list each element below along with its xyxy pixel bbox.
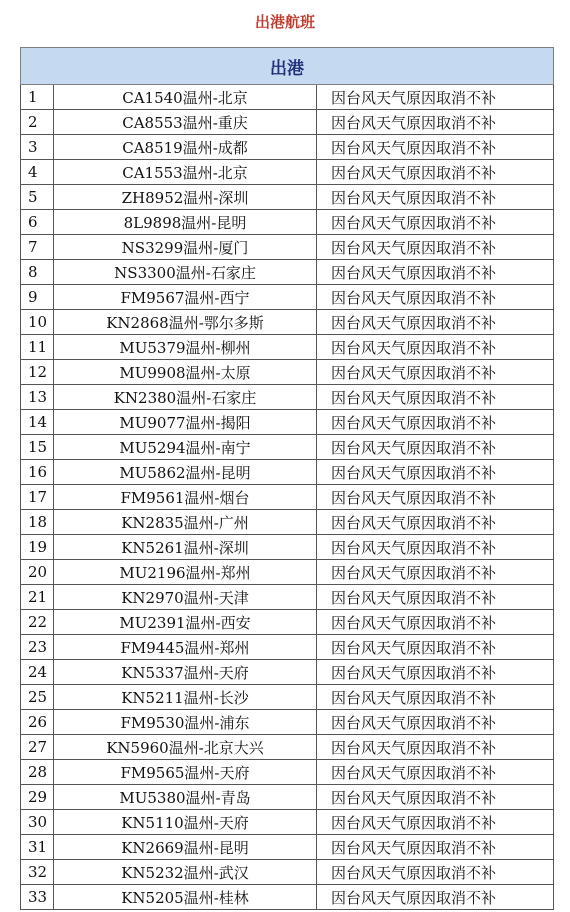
cancel-reason: 因台风天气原因取消不补: [317, 410, 554, 435]
cancel-reason: 因台风天气原因取消不补: [317, 485, 554, 510]
cancel-reason: 因台风天气原因取消不补: [317, 535, 554, 560]
cancel-reason: 因台风天气原因取消不补: [317, 460, 554, 485]
flight-route: FM9565温州-天府: [54, 760, 317, 785]
flight-route: KN2380温州-石家庄: [54, 385, 317, 410]
cancel-reason: 因台风天气原因取消不补: [317, 810, 554, 835]
cancel-reason: 因台风天气原因取消不补: [317, 335, 554, 360]
row-number: 1: [21, 85, 54, 110]
table-header: 出港: [21, 48, 554, 85]
table-row: [21, 185, 554, 210]
row-number: 27: [21, 735, 54, 760]
row-number: 22: [21, 610, 54, 635]
row-number: 9: [21, 285, 54, 310]
row-number: 18: [21, 510, 54, 535]
table-row: [21, 510, 554, 535]
row-number: 17: [21, 485, 54, 510]
flight-route: KN5211温州-长沙: [54, 685, 317, 710]
row-number: 4: [21, 160, 54, 185]
flight-route: CA1553温州-北京: [54, 160, 317, 185]
cancel-reason: 因台风天气原因取消不补: [317, 660, 554, 685]
cancel-reason: 因台风天气原因取消不补: [317, 685, 554, 710]
row-number: 19: [21, 535, 54, 560]
flight-route: MU5380温州-青岛: [54, 785, 317, 810]
table-row: [21, 435, 554, 460]
flight-route: KN2835温州-广州: [54, 510, 317, 535]
flight-route: MU5294温州-南宁: [54, 435, 317, 460]
cancel-reason: 因台风天气原因取消不补: [317, 160, 554, 185]
row-number: 21: [21, 585, 54, 610]
departures-table: [20, 47, 554, 910]
cancel-reason: 因台风天气原因取消不补: [317, 760, 554, 785]
row-number: 16: [21, 460, 54, 485]
flight-route: FM9445温州-郑州: [54, 635, 317, 660]
cancel-reason: 因台风天气原因取消不补: [317, 835, 554, 860]
row-number: 14: [21, 410, 54, 435]
row-number: 5: [21, 185, 54, 210]
table-row: [21, 560, 554, 585]
row-number: 26: [21, 710, 54, 735]
flight-route: KN5337温州-天府: [54, 660, 317, 685]
cancel-reason: 因台风天气原因取消不补: [317, 285, 554, 310]
cancel-reason: 因台风天气原因取消不补: [317, 235, 554, 260]
cancel-reason: 因台风天气原因取消不补: [317, 610, 554, 635]
table-row: [21, 735, 554, 760]
table-row: [21, 235, 554, 260]
table-row: [21, 610, 554, 635]
flight-route: KN5110温州-天府: [54, 810, 317, 835]
row-number: 12: [21, 360, 54, 385]
cancel-reason: 因台风天气原因取消不补: [317, 860, 554, 885]
table-row: [21, 835, 554, 860]
flight-route: KN2970温州-天津: [54, 585, 317, 610]
row-number: 31: [21, 835, 54, 860]
cancel-reason: 因台风天气原因取消不补: [317, 510, 554, 535]
cancel-reason: 因台风天气原因取消不补: [317, 360, 554, 385]
flight-route: KN5960温州-北京大兴: [54, 735, 317, 760]
table-row: [21, 310, 554, 335]
row-number: 29: [21, 785, 54, 810]
flight-route: NS3300温州-石家庄: [54, 260, 317, 285]
cancel-reason: 因台风天气原因取消不补: [317, 435, 554, 460]
table-row: [21, 410, 554, 435]
row-number: 2: [21, 110, 54, 135]
flight-route: MU9908温州-太原: [54, 360, 317, 385]
table-row: [21, 460, 554, 485]
table-row: [21, 760, 554, 785]
table-row: [21, 710, 554, 735]
row-number: 7: [21, 235, 54, 260]
cancel-reason: 因台风天气原因取消不补: [317, 735, 554, 760]
row-number: 25: [21, 685, 54, 710]
flight-route: FM9530温州-浦东: [54, 710, 317, 735]
row-number: 24: [21, 660, 54, 685]
flight-route: KN5232温州-武汉: [54, 860, 317, 885]
table-row: [21, 385, 554, 410]
table-header-row: [21, 48, 554, 85]
cancel-reason: 因台风天气原因取消不补: [317, 260, 554, 285]
table-body: [21, 85, 554, 910]
flight-route: KN2868温州-鄂尔多斯: [54, 310, 317, 335]
table-row: [21, 285, 554, 310]
flight-route: KN5205温州-桂林: [54, 885, 317, 910]
table-row: [21, 485, 554, 510]
flight-route: CA8519温州-成都: [54, 135, 317, 160]
row-number: 6: [21, 210, 54, 235]
table-row: [21, 585, 554, 610]
row-number: 23: [21, 635, 54, 660]
row-number: 30: [21, 810, 54, 835]
table-row: [21, 860, 554, 885]
flight-route: ZH8952温州-深圳: [54, 185, 317, 210]
table-row: [21, 535, 554, 560]
cancel-reason: 因台风天气原因取消不补: [317, 585, 554, 610]
cancel-reason: 因台风天气原因取消不补: [317, 185, 554, 210]
row-number: 28: [21, 760, 54, 785]
table-row: [21, 85, 554, 110]
cancel-reason: 因台风天气原因取消不补: [317, 110, 554, 135]
flight-route: 8L9898温州-昆明: [54, 210, 317, 235]
table-row: [21, 160, 554, 185]
page-title: 出港航班: [254, 13, 315, 31]
flight-route: FM9567温州-西宁: [54, 285, 317, 310]
flight-route: MU5862温州-昆明: [54, 460, 317, 485]
row-number: 15: [21, 435, 54, 460]
flight-route: MU2196温州-郑州: [54, 560, 317, 585]
flight-route: NS3299温州-厦门: [54, 235, 317, 260]
row-number: 32: [21, 860, 54, 885]
cancel-reason: 因台风天气原因取消不补: [317, 560, 554, 585]
table-row: [21, 660, 554, 685]
row-number: 3: [21, 135, 54, 160]
flight-route: CA1540温州-北京: [54, 85, 317, 110]
table-row: [21, 135, 554, 160]
row-number: 8: [21, 260, 54, 285]
cancel-reason: 因台风天气原因取消不补: [317, 210, 554, 235]
row-number: 20: [21, 560, 54, 585]
table-row: [21, 785, 554, 810]
cancel-reason: 因台风天气原因取消不补: [317, 135, 554, 160]
cancel-reason: 因台风天气原因取消不补: [317, 635, 554, 660]
row-number: 10: [21, 310, 54, 335]
row-number: 33: [21, 885, 54, 910]
row-number: 13: [21, 385, 54, 410]
flight-route: MU9077温州-揭阳: [54, 410, 317, 435]
table-row: [21, 210, 554, 235]
cancel-reason: 因台风天气原因取消不补: [317, 385, 554, 410]
row-number: 11: [21, 335, 54, 360]
table-row: [21, 335, 554, 360]
flight-route: FM9561温州-烟台: [54, 485, 317, 510]
flight-route: MU2391温州-西安: [54, 610, 317, 635]
table-row: [21, 110, 554, 135]
table-row: [21, 885, 554, 910]
flight-route: KN2669温州-昆明: [54, 835, 317, 860]
table-row: [21, 810, 554, 835]
cancel-reason: 因台风天气原因取消不补: [317, 85, 554, 110]
cancel-reason: 因台风天气原因取消不补: [317, 710, 554, 735]
table-row: [21, 360, 554, 385]
flight-route: MU5379温州-柳州: [54, 335, 317, 360]
cancel-reason: 因台风天气原因取消不补: [317, 885, 554, 910]
cancel-reason: 因台风天气原因取消不补: [317, 785, 554, 810]
cancel-reason: 因台风天气原因取消不补: [317, 310, 554, 335]
table-row: [21, 685, 554, 710]
table-row: [21, 260, 554, 285]
flight-route: CA8553温州-重庆: [54, 110, 317, 135]
flight-route: KN5261温州-深圳: [54, 535, 317, 560]
table-row: [21, 635, 554, 660]
